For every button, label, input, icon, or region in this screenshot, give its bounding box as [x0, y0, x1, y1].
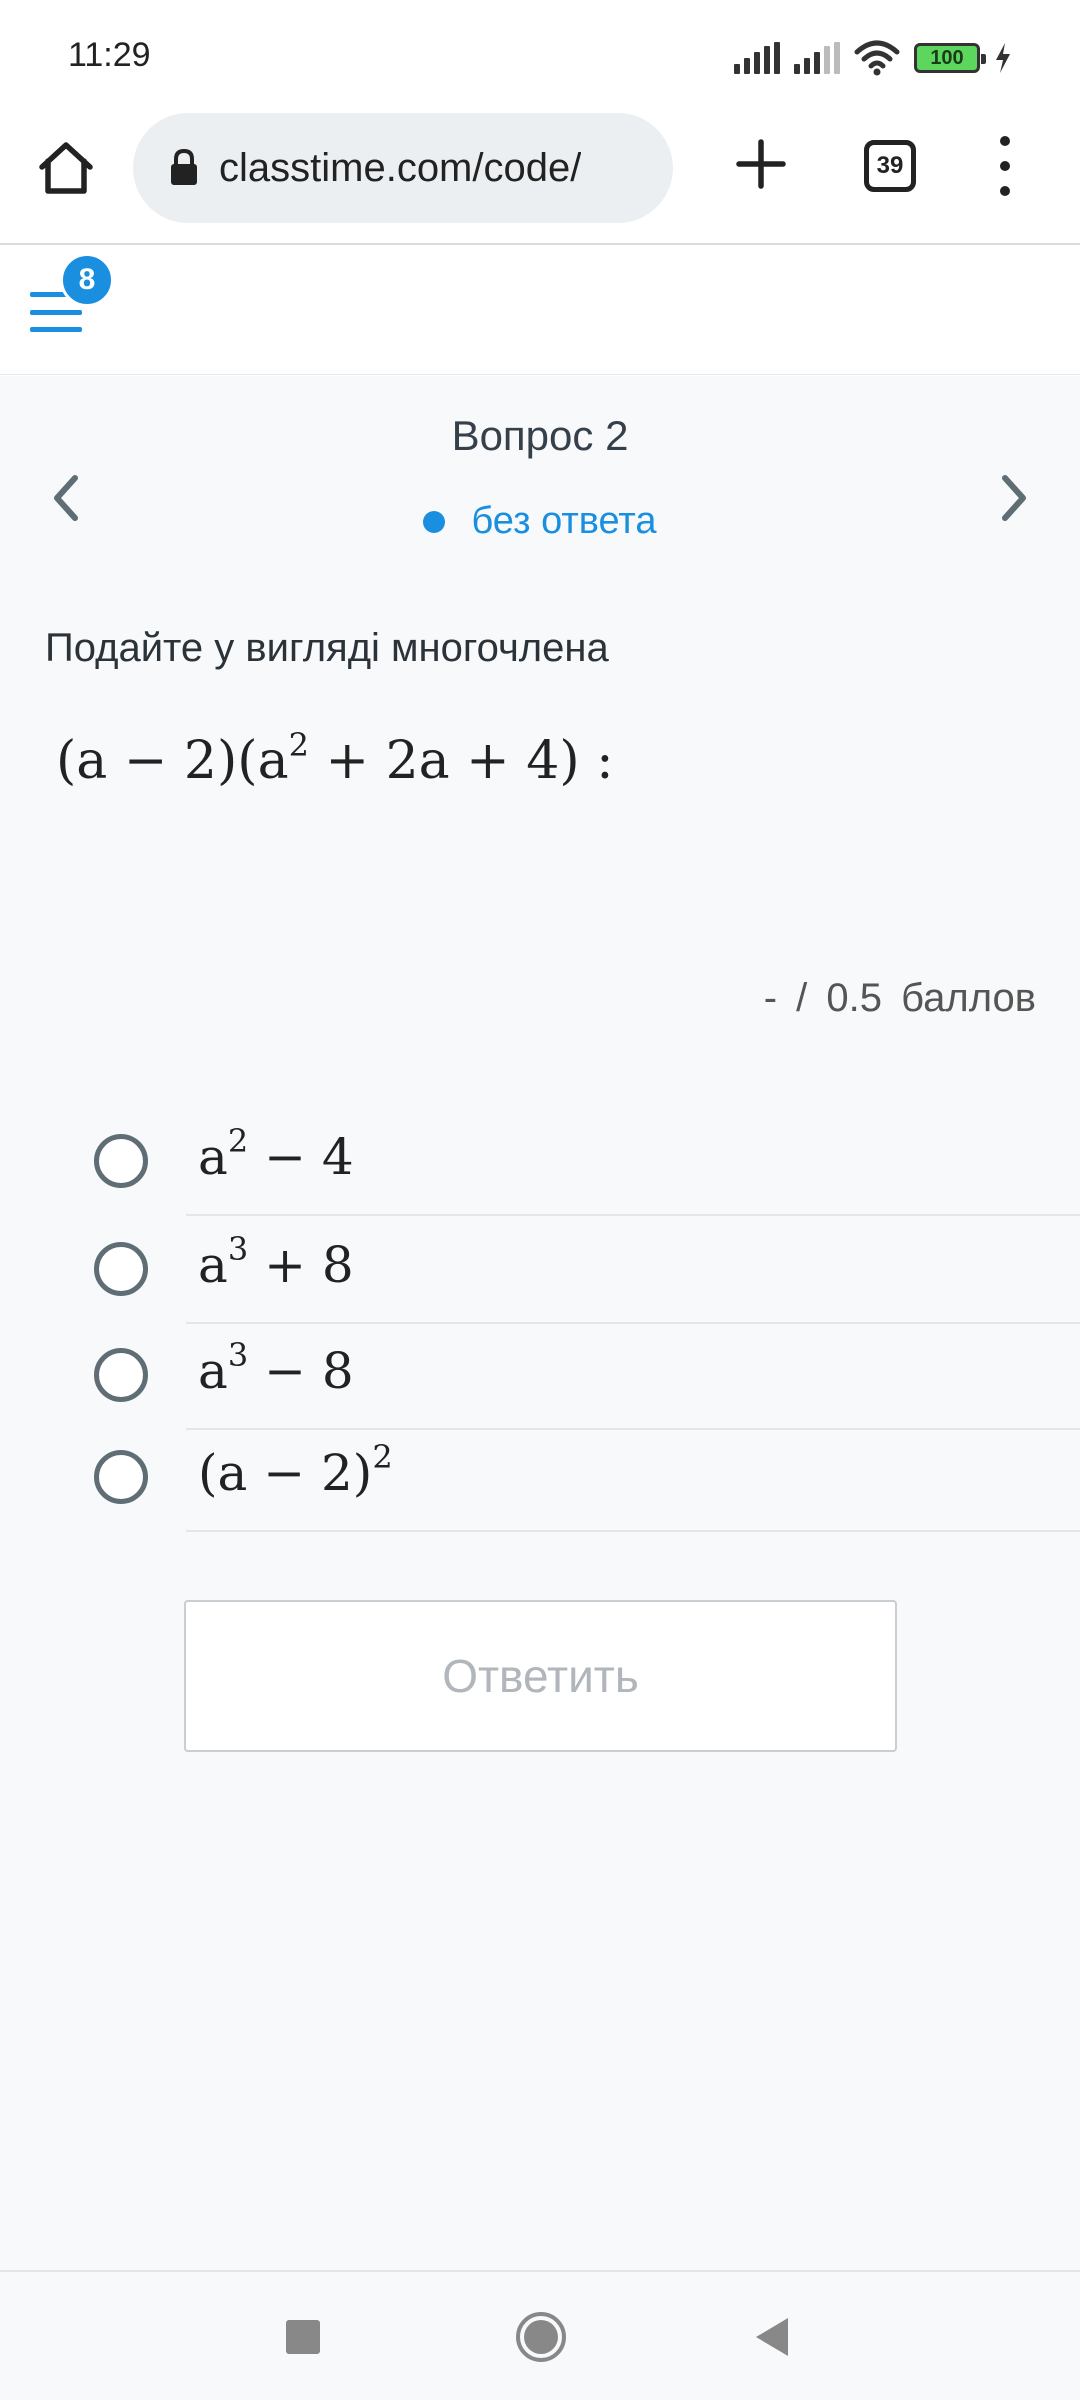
battery-icon	[914, 43, 980, 73]
recents-icon[interactable]	[286, 2320, 320, 2354]
answer-option[interactable]	[0, 1110, 1080, 1216]
home-nav-icon[interactable]	[516, 2312, 566, 2362]
radio-button[interactable]	[94, 1450, 148, 1504]
status-icons	[734, 38, 1012, 78]
signal-icon	[734, 42, 780, 74]
home-icon	[36, 139, 96, 197]
option-label: $a^2 - 4$	[198, 1122, 354, 1186]
tab-count: 39	[876, 152, 904, 179]
browser-toolbar	[0, 110, 1080, 245]
url-text: classtime.com/code/	[219, 145, 582, 190]
divider	[186, 1530, 1080, 1532]
question-formula: $(a - 2)(a^2 + 2a + 4)$ :	[56, 726, 614, 791]
option-label: $a^3 - 8$	[198, 1336, 354, 1400]
option-label: $(a - 2)^2$	[198, 1438, 393, 1502]
new-tab-button[interactable]	[725, 128, 797, 200]
radio-button[interactable]	[94, 1242, 148, 1296]
submit-answer-button[interactable]: Ответить	[184, 1600, 897, 1752]
radio-button[interactable]	[94, 1348, 148, 1402]
status-dot-icon	[423, 511, 445, 533]
question-title: Вопрос 2	[451, 412, 629, 459]
question-panel	[0, 376, 1080, 2270]
tabs-button[interactable]	[864, 140, 916, 192]
radio-button[interactable]	[94, 1134, 148, 1188]
chevron-left-icon	[51, 474, 81, 522]
points-label: - / 0.5 баллов	[763, 976, 1036, 1020]
signal-icon	[794, 42, 840, 74]
divider	[186, 1214, 1080, 1216]
answer-option[interactable]	[0, 1218, 1080, 1324]
system-nav-bar	[0, 2270, 1080, 2400]
wifi-icon	[854, 40, 900, 76]
lock-icon	[169, 149, 199, 187]
option-label: $a^3 + 8$	[198, 1230, 354, 1294]
answer-status-label: без ответа	[471, 500, 657, 542]
status-bar	[0, 0, 1080, 110]
more-vert-icon[interactable]	[985, 130, 1025, 202]
app-header	[0, 247, 1080, 375]
plus-icon	[736, 139, 786, 189]
back-icon[interactable]	[756, 2318, 788, 2356]
next-question-button[interactable]	[992, 468, 1036, 528]
answer-option[interactable]	[0, 1324, 1080, 1430]
notification-badge: 8	[60, 253, 114, 307]
question-prompt: Подайте у вигляді многочлена	[45, 626, 609, 670]
chevron-right-icon	[999, 474, 1029, 522]
answer-option[interactable]	[0, 1426, 1080, 1532]
answer-status	[0, 500, 1080, 543]
battery-level: 100	[930, 46, 964, 69]
previous-question-button[interactable]	[44, 468, 88, 528]
charging-icon	[994, 42, 1012, 74]
url-bar[interactable]	[133, 113, 673, 223]
status-time: 11:29	[68, 36, 151, 74]
home-button[interactable]	[30, 132, 102, 204]
